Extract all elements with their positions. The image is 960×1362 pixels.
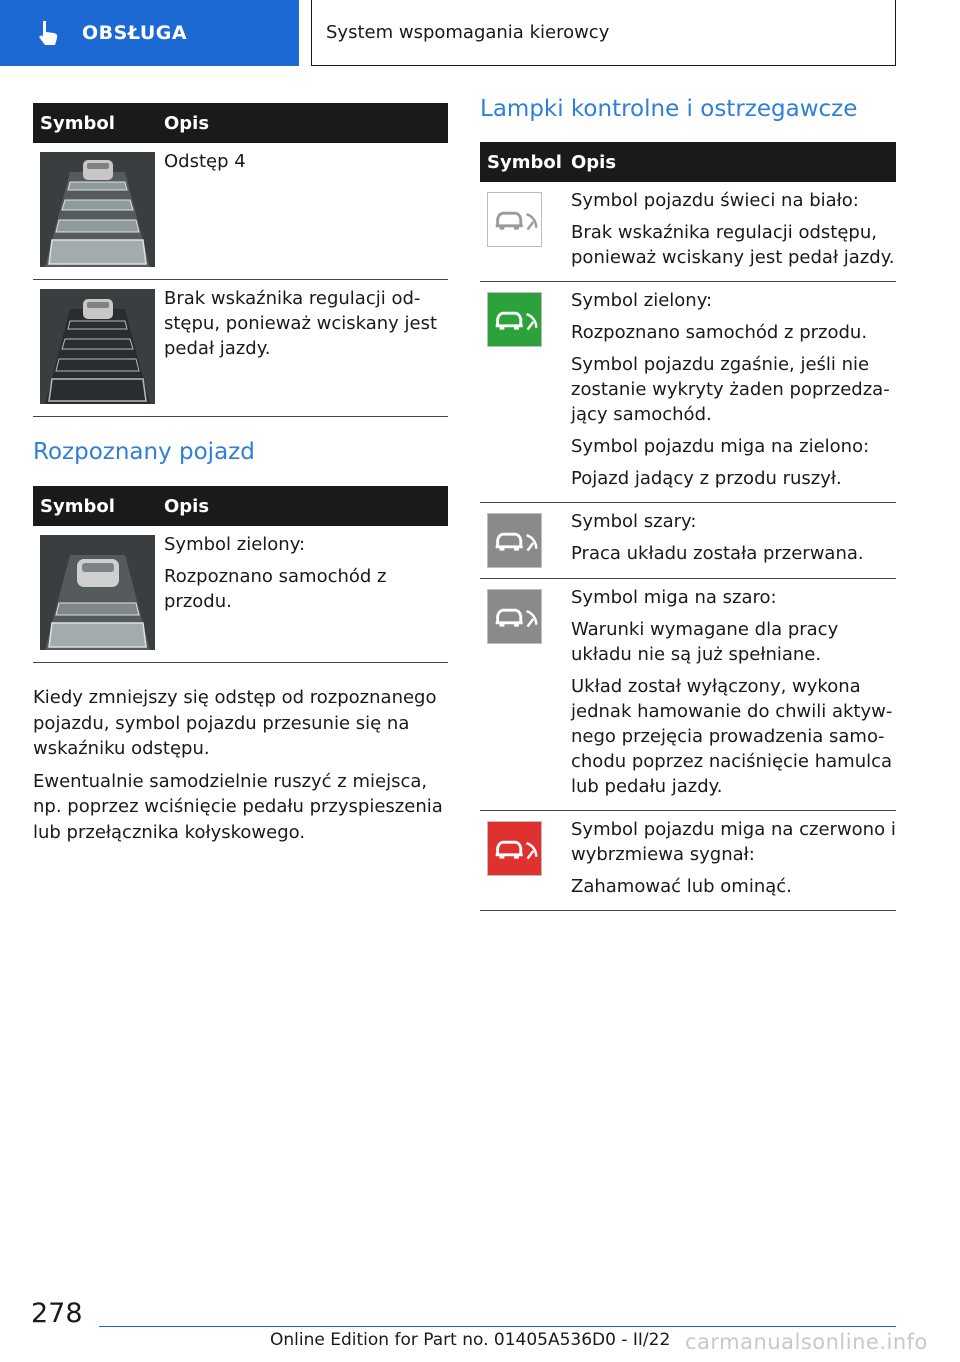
table-header — [33, 103, 448, 143]
car-distance-red-icon — [487, 821, 542, 876]
row-text: Zahamować lub ominąć. — [571, 876, 792, 897]
chapter-header — [311, 0, 896, 66]
col-desc-header: Opis — [164, 495, 210, 517]
col-symbol-header: Symbol — [487, 151, 562, 173]
row-text: Symbol pojazdu świeci na biało: — [571, 190, 859, 211]
row-text: Układ został wyłączony, wykona jednak hamowanie do chwili aktywnego przejęcia prowadzenia samochodu poprzez naciśnięcie hamulca lub pedału jazdy. — [571, 676, 893, 797]
watermark: carmanualsonline.info — [685, 1330, 928, 1354]
table-row — [480, 503, 896, 579]
col-symbol-header: Symbol — [40, 112, 115, 134]
section-title: Lampki kontrolne i ostrzegawcze — [480, 96, 858, 122]
car-distance-grey-blink-icon — [487, 589, 542, 644]
page-number: 278 — [31, 1298, 83, 1329]
table-row — [33, 526, 448, 663]
edition-footer: Online Edition for Part no. 01405A536D0 - II/22 — [270, 1330, 671, 1350]
col-symbol-header: Symbol — [40, 495, 115, 517]
row-text: Praca układu została przerwana. — [571, 543, 864, 564]
body-text — [33, 685, 448, 845]
table-row — [33, 143, 448, 280]
row-text: Brak wskaźnika regulacji odstępu, ponieważ wciskany jest pedał jazdy. — [164, 288, 438, 359]
paragraph: Kiedy zmniejszy się odstęp od rozpoznanego pojazdu, symbol pojazdu przesunie się na wskaźniku odstępu. — [33, 687, 437, 759]
section-title: Rozpoznany pojazd — [33, 439, 255, 465]
row-text: Rozpoznano samochód z przodu. — [571, 322, 868, 343]
row-text: Symbol pojazdu miga na czerwono i wybrzmiewa sygnał: — [571, 819, 896, 865]
table-row — [480, 579, 896, 811]
left-column — [33, 103, 448, 852]
row-text: Pojazd jadący z przodu ruszył. — [571, 468, 842, 489]
hand-pointer-icon — [34, 18, 64, 48]
row-text: Warunki wymagane dla pracy układu nie są już spełniane. — [571, 619, 839, 665]
row-text: Rozpoznano samochód z przodu. — [164, 566, 387, 612]
row-text: Symbol zielony: — [164, 534, 306, 555]
row-text: Symbol zielony: — [571, 290, 713, 311]
table-header — [33, 486, 448, 526]
header-section-tab — [0, 0, 299, 66]
paragraph: Ewentualnie samodzielnie ruszyć z miejsca, np. poprzez wciśnięcie pedału przyspieszenia lub przełącznika kołyskowego. — [33, 770, 443, 843]
col-desc-header: Opis — [571, 151, 617, 173]
distance-display-dark-icon — [40, 289, 155, 404]
distance-display-icon — [40, 152, 155, 267]
car-distance-white-icon — [487, 192, 542, 247]
distance-display-detected-icon — [40, 535, 155, 650]
car-distance-grey-icon — [487, 513, 542, 568]
table-row — [480, 182, 896, 282]
chapter-title: System wspomagania kierowcy — [326, 22, 610, 43]
car-distance-green-icon — [487, 292, 542, 347]
row-text: Symbol pojazdu zgaśnie, jeśli nie zostanie wykryty żaden poprzedzający samochód. — [571, 354, 890, 425]
section-label: OBSŁUGA — [82, 22, 188, 44]
right-column — [480, 96, 896, 911]
table-row — [480, 282, 896, 503]
footer-divider — [99, 1326, 896, 1327]
row-text: Odstęp 4 — [164, 151, 246, 172]
table-row — [480, 811, 896, 911]
row-text: Brak wskaźnika regulacji odstępu, ponieważ wciskany jest pedał jazdy. — [571, 222, 895, 268]
col-desc-header: Opis — [164, 112, 210, 134]
row-text: Symbol miga na szaro: — [571, 587, 777, 608]
table-header — [480, 142, 896, 182]
row-text: Symbol szary: — [571, 511, 697, 532]
table-row — [33, 280, 448, 417]
row-text: Symbol pojazdu miga na zielono: — [571, 436, 870, 457]
